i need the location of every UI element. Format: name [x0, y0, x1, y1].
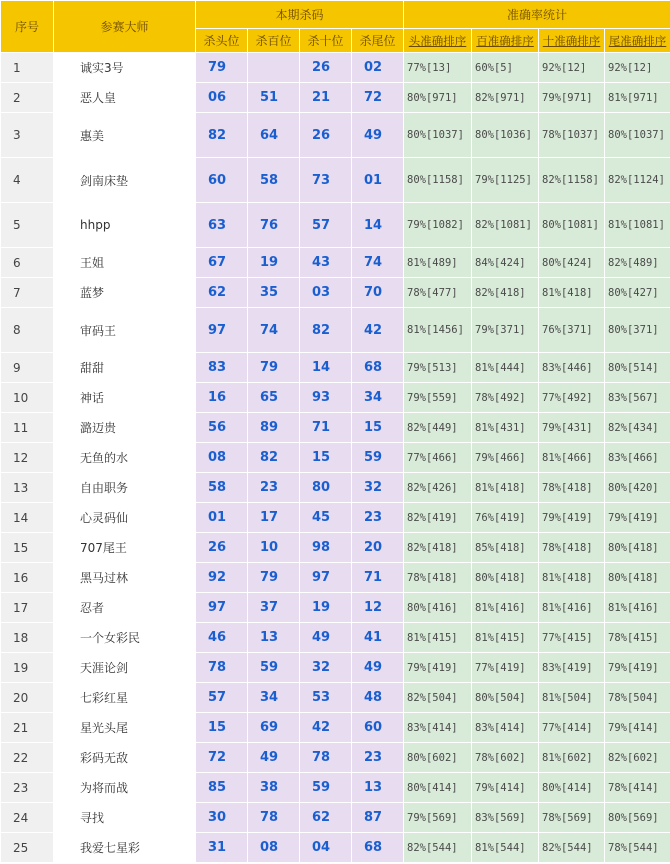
kill-head-cell: 26: [196, 533, 248, 563]
hundred-accuracy-cell: 79%[371]: [472, 308, 539, 353]
head-accuracy-cell: 82%[504]: [404, 683, 472, 713]
ten-accuracy-cell: 81%[466]: [539, 443, 605, 473]
hundred-accuracy-cell: 83%[569]: [472, 803, 539, 833]
ten-accuracy-cell: 76%[371]: [539, 308, 605, 353]
tail-accuracy-cell: 78%[504]: [605, 683, 670, 713]
master-name: 心灵码仙: [54, 503, 196, 533]
row-index: 2: [1, 83, 54, 113]
kill-hundred-cell: 74: [248, 308, 300, 353]
kill-ten-cell: 82: [300, 308, 352, 353]
kill-hundred-cell: 51: [248, 83, 300, 113]
master-name: 诚实3号: [54, 53, 196, 83]
kill-head-cell: 01: [196, 503, 248, 533]
hundred-accuracy-cell: 81%[418]: [472, 473, 539, 503]
kill-tail-cell: 48: [352, 683, 404, 713]
kill-ten-cell: 78: [300, 743, 352, 773]
kill-tail-cell: 49: [352, 653, 404, 683]
kill-head-cell: 60: [196, 158, 248, 203]
head-accuracy-cell: 79%[419]: [404, 653, 472, 683]
tail-accuracy-cell: 83%[567]: [605, 383, 670, 413]
kill-head-cell: 58: [196, 473, 248, 503]
kill-ten-cell: 53: [300, 683, 352, 713]
kill-tail-cell: 23: [352, 743, 404, 773]
table-row: [1, 803, 670, 833]
master-name: 为将而战: [54, 773, 196, 803]
row-index: 9: [1, 353, 54, 383]
table-row: [1, 53, 670, 83]
head-accuracy-cell: 80%[1037]: [404, 113, 472, 158]
head-accuracy-cell: 81%[489]: [404, 248, 472, 278]
row-index: 19: [1, 653, 54, 683]
kill-tail-cell: 20: [352, 533, 404, 563]
tail-accuracy-cell: 80%[1037]: [605, 113, 670, 158]
ten-accuracy-cell: 83%[446]: [539, 353, 605, 383]
tail-accuracy-cell: 92%[12]: [605, 53, 670, 83]
kill-hundred-cell: 59: [248, 653, 300, 683]
head-accuracy-cell: 81%[1456]: [404, 308, 472, 353]
kill-head-cell: 62: [196, 278, 248, 308]
column-header-kill-head: 杀头位: [196, 29, 248, 53]
kill-tail-cell: 15: [352, 413, 404, 443]
master-name: 黑马过林: [54, 563, 196, 593]
row-index: 6: [1, 248, 54, 278]
sort-link-tail-accuracy[interactable]: 尾准确排序: [605, 29, 670, 53]
tail-accuracy-cell: 83%[466]: [605, 443, 670, 473]
table-row: [1, 683, 670, 713]
kill-head-cell: 83: [196, 353, 248, 383]
kill-hundred-cell: 37: [248, 593, 300, 623]
kill-head-cell: 06: [196, 83, 248, 113]
kill-tail-cell: 71: [352, 563, 404, 593]
master-name: 剑南床垫: [54, 158, 196, 203]
kill-head-cell: 15: [196, 713, 248, 743]
kill-head-cell: 92: [196, 563, 248, 593]
table-row: [1, 248, 670, 278]
kill-ten-cell: 21: [300, 83, 352, 113]
master-name: 彩码无敌: [54, 743, 196, 773]
kill-head-cell: 82: [196, 113, 248, 158]
hundred-accuracy-cell: 76%[419]: [472, 503, 539, 533]
hundred-accuracy-cell: 79%[414]: [472, 773, 539, 803]
table-row: [1, 473, 670, 503]
tail-accuracy-cell: 81%[416]: [605, 593, 670, 623]
hundred-accuracy-cell: 81%[444]: [472, 353, 539, 383]
kill-ten-cell: 04: [300, 833, 352, 863]
tail-accuracy-cell: 79%[414]: [605, 713, 670, 743]
head-accuracy-cell: 82%[419]: [404, 503, 472, 533]
hundred-accuracy-cell: 80%[418]: [472, 563, 539, 593]
kill-head-cell: 63: [196, 203, 248, 248]
ten-accuracy-cell: 79%[419]: [539, 503, 605, 533]
hundred-accuracy-cell: 84%[424]: [472, 248, 539, 278]
kill-tail-cell: 01: [352, 158, 404, 203]
table-row: [1, 158, 670, 203]
hundred-accuracy-cell: 78%[602]: [472, 743, 539, 773]
kill-hundred-cell: 64: [248, 113, 300, 158]
tail-accuracy-cell: 78%[415]: [605, 623, 670, 653]
ten-accuracy-cell: 80%[414]: [539, 773, 605, 803]
master-name: 忍者: [54, 593, 196, 623]
kill-hundred-cell: 38: [248, 773, 300, 803]
ten-accuracy-cell: 82%[1158]: [539, 158, 605, 203]
master-name: 707尾王: [54, 533, 196, 563]
kill-head-cell: 85: [196, 773, 248, 803]
table-row: [1, 743, 670, 773]
kill-ten-cell: 49: [300, 623, 352, 653]
kill-tail-cell: 74: [352, 248, 404, 278]
hundred-accuracy-cell: 78%[492]: [472, 383, 539, 413]
table-header: [1, 1, 670, 53]
master-name: 天涯论剑: [54, 653, 196, 683]
ten-accuracy-cell: 81%[504]: [539, 683, 605, 713]
hundred-accuracy-cell: 80%[504]: [472, 683, 539, 713]
head-accuracy-cell: 77%[13]: [404, 53, 472, 83]
table-row: [1, 413, 670, 443]
table-row: [1, 593, 670, 623]
tail-accuracy-cell: 81%[1081]: [605, 203, 670, 248]
kill-ten-cell: 43: [300, 248, 352, 278]
kill-hundred-cell: 79: [248, 563, 300, 593]
row-index: 13: [1, 473, 54, 503]
row-index: 16: [1, 563, 54, 593]
ten-accuracy-cell: 78%[1037]: [539, 113, 605, 158]
hundred-accuracy-cell: 85%[418]: [472, 533, 539, 563]
ten-accuracy-cell: 77%[492]: [539, 383, 605, 413]
column-header-index: 序号: [1, 1, 54, 53]
row-index: 22: [1, 743, 54, 773]
kill-head-cell: 72: [196, 743, 248, 773]
tail-accuracy-cell: 78%[544]: [605, 833, 670, 863]
kill-head-cell: 57: [196, 683, 248, 713]
kill-tail-cell: 42: [352, 308, 404, 353]
ten-accuracy-cell: 78%[569]: [539, 803, 605, 833]
head-accuracy-cell: 81%[415]: [404, 623, 472, 653]
ten-accuracy-cell: 80%[424]: [539, 248, 605, 278]
tail-accuracy-cell: 80%[371]: [605, 308, 670, 353]
table-row: [1, 533, 670, 563]
kill-ten-cell: 19: [300, 593, 352, 623]
kill-ten-cell: 62: [300, 803, 352, 833]
column-header-kill-hundred: 杀百位: [248, 29, 300, 53]
kill-hundred-cell: [248, 53, 300, 83]
kill-hundred-cell: 34: [248, 683, 300, 713]
tail-accuracy-cell: 80%[418]: [605, 533, 670, 563]
table-body: [1, 53, 670, 863]
row-index: 18: [1, 623, 54, 653]
kill-hundred-cell: 13: [248, 623, 300, 653]
ten-accuracy-cell: 78%[418]: [539, 533, 605, 563]
table-row: [1, 83, 670, 113]
master-name: 神话: [54, 383, 196, 413]
head-accuracy-cell: 79%[559]: [404, 383, 472, 413]
table-row: [1, 773, 670, 803]
kill-hundred-cell: 49: [248, 743, 300, 773]
hundred-accuracy-cell: 77%[419]: [472, 653, 539, 683]
table-row: [1, 443, 670, 473]
kill-hundred-cell: 65: [248, 383, 300, 413]
head-accuracy-cell: 78%[477]: [404, 278, 472, 308]
row-index: 3: [1, 113, 54, 158]
kill-hundred-cell: 58: [248, 158, 300, 203]
table-row: [1, 713, 670, 743]
kill-hundred-cell: 08: [248, 833, 300, 863]
hundred-accuracy-cell: 81%[416]: [472, 593, 539, 623]
kill-head-cell: 08: [196, 443, 248, 473]
master-name: 蓝梦: [54, 278, 196, 308]
master-name: 恶人皇: [54, 83, 196, 113]
kill-ten-cell: 98: [300, 533, 352, 563]
head-accuracy-cell: 79%[513]: [404, 353, 472, 383]
kill-hundred-cell: 78: [248, 803, 300, 833]
row-index: 4: [1, 158, 54, 203]
tail-accuracy-cell: 82%[489]: [605, 248, 670, 278]
kill-hundred-cell: 19: [248, 248, 300, 278]
table-row: [1, 278, 670, 308]
tail-accuracy-cell: 80%[418]: [605, 563, 670, 593]
head-accuracy-cell: 78%[418]: [404, 563, 472, 593]
ten-accuracy-cell: 81%[418]: [539, 278, 605, 308]
kill-ten-cell: 26: [300, 113, 352, 158]
master-name: 一个女彩民: [54, 623, 196, 653]
column-header-master: 参赛大师: [54, 1, 196, 53]
kill-head-cell: 16: [196, 383, 248, 413]
hundred-accuracy-cell: 79%[466]: [472, 443, 539, 473]
hundred-accuracy-cell: 82%[971]: [472, 83, 539, 113]
tail-accuracy-cell: 78%[414]: [605, 773, 670, 803]
ten-accuracy-cell: 78%[418]: [539, 473, 605, 503]
kill-hundred-cell: 89: [248, 413, 300, 443]
kill-tail-cell: 72: [352, 83, 404, 113]
hundred-accuracy-cell: 60%[5]: [472, 53, 539, 83]
kill-head-cell: 56: [196, 413, 248, 443]
kill-tail-cell: 13: [352, 773, 404, 803]
kill-tail-cell: 32: [352, 473, 404, 503]
kill-ten-cell: 14: [300, 353, 352, 383]
master-name: hhpp: [54, 203, 196, 248]
row-index: 10: [1, 383, 54, 413]
ten-accuracy-cell: 83%[419]: [539, 653, 605, 683]
sort-link-ten-accuracy[interactable]: 十准确排序: [539, 29, 605, 53]
tail-accuracy-cell: 80%[420]: [605, 473, 670, 503]
master-name: 无鱼的水: [54, 443, 196, 473]
head-accuracy-cell: 79%[569]: [404, 803, 472, 833]
kill-ten-cell: 59: [300, 773, 352, 803]
tail-accuracy-cell: 80%[514]: [605, 353, 670, 383]
head-accuracy-cell: 80%[971]: [404, 83, 472, 113]
kill-ten-cell: 73: [300, 158, 352, 203]
tail-accuracy-cell: 80%[427]: [605, 278, 670, 308]
head-accuracy-cell: 82%[449]: [404, 413, 472, 443]
master-name: 七彩红星: [54, 683, 196, 713]
head-accuracy-cell: 79%[1082]: [404, 203, 472, 248]
hundred-accuracy-cell: 79%[1125]: [472, 158, 539, 203]
kill-hundred-cell: 69: [248, 713, 300, 743]
row-index: 21: [1, 713, 54, 743]
kill-head-cell: 30: [196, 803, 248, 833]
hundred-accuracy-cell: 82%[1081]: [472, 203, 539, 248]
row-index: 15: [1, 533, 54, 563]
column-header-kill-tail: 杀尾位: [352, 29, 404, 53]
kill-tail-cell: 12: [352, 593, 404, 623]
master-name: 寻找: [54, 803, 196, 833]
kill-hundred-cell: 76: [248, 203, 300, 248]
sort-link-head-accuracy[interactable]: 头准确排序: [404, 29, 472, 53]
table-row: [1, 383, 670, 413]
kill-head-cell: 78: [196, 653, 248, 683]
tail-accuracy-cell: 82%[1124]: [605, 158, 670, 203]
kill-ten-cell: 71: [300, 413, 352, 443]
kill-head-cell: 97: [196, 593, 248, 623]
kill-hundred-cell: 17: [248, 503, 300, 533]
ten-accuracy-cell: 80%[1081]: [539, 203, 605, 248]
tail-accuracy-cell: 80%[569]: [605, 803, 670, 833]
row-index: 1: [1, 53, 54, 83]
head-accuracy-cell: 82%[544]: [404, 833, 472, 863]
kill-ten-cell: 15: [300, 443, 352, 473]
sort-link-hundred-accuracy[interactable]: 百准确排序: [472, 29, 539, 53]
row-index: 14: [1, 503, 54, 533]
row-index: 17: [1, 593, 54, 623]
row-index: 11: [1, 413, 54, 443]
ten-accuracy-cell: 81%[418]: [539, 563, 605, 593]
row-index: 5: [1, 203, 54, 248]
kill-ten-cell: 32: [300, 653, 352, 683]
group-header-accuracy: 准确率统计: [404, 1, 670, 29]
row-index: 25: [1, 833, 54, 863]
master-name: 潞迈贵: [54, 413, 196, 443]
master-name: 甜甜: [54, 353, 196, 383]
head-accuracy-cell: 80%[416]: [404, 593, 472, 623]
kill-ten-cell: 57: [300, 203, 352, 248]
kill-head-cell: 46: [196, 623, 248, 653]
master-name: 我爱七星彩: [54, 833, 196, 863]
tail-accuracy-cell: 81%[971]: [605, 83, 670, 113]
kill-head-cell: 31: [196, 833, 248, 863]
head-accuracy-cell: 82%[426]: [404, 473, 472, 503]
kill-tail-cell: 34: [352, 383, 404, 413]
hundred-accuracy-cell: 80%[1036]: [472, 113, 539, 158]
table-row: [1, 623, 670, 653]
kill-ten-cell: 26: [300, 53, 352, 83]
tail-accuracy-cell: 82%[434]: [605, 413, 670, 443]
row-index: 23: [1, 773, 54, 803]
table-row: [1, 203, 670, 248]
kill-hundred-cell: 23: [248, 473, 300, 503]
head-accuracy-cell: 82%[418]: [404, 533, 472, 563]
group-header-kill: 本期杀码: [196, 1, 404, 29]
hundred-accuracy-cell: 81%[415]: [472, 623, 539, 653]
row-index: 24: [1, 803, 54, 833]
kill-ten-cell: 42: [300, 713, 352, 743]
kill-tail-cell: 14: [352, 203, 404, 248]
head-accuracy-cell: 80%[414]: [404, 773, 472, 803]
kill-hundred-cell: 82: [248, 443, 300, 473]
kill-tail-cell: 87: [352, 803, 404, 833]
kill-tail-cell: 49: [352, 113, 404, 158]
row-index: 12: [1, 443, 54, 473]
table-row: [1, 113, 670, 158]
kill-hundred-cell: 79: [248, 353, 300, 383]
kill-head-cell: 79: [196, 53, 248, 83]
master-name: 星光头尾: [54, 713, 196, 743]
table-row: [1, 308, 670, 353]
column-header-kill-ten: 杀十位: [300, 29, 352, 53]
ten-accuracy-cell: 81%[602]: [539, 743, 605, 773]
row-index: 7: [1, 278, 54, 308]
table-row: [1, 653, 670, 683]
row-index: 8: [1, 308, 54, 353]
kill-tail-cell: 02: [352, 53, 404, 83]
row-index: 20: [1, 683, 54, 713]
table-row: [1, 563, 670, 593]
kill-head-cell: 97: [196, 308, 248, 353]
tail-accuracy-cell: 79%[419]: [605, 653, 670, 683]
ten-accuracy-cell: 77%[415]: [539, 623, 605, 653]
kill-ten-cell: 45: [300, 503, 352, 533]
master-name: 王姐: [54, 248, 196, 278]
head-accuracy-cell: 80%[1158]: [404, 158, 472, 203]
ten-accuracy-cell: 82%[544]: [539, 833, 605, 863]
kill-ten-cell: 03: [300, 278, 352, 308]
ten-accuracy-cell: 81%[416]: [539, 593, 605, 623]
master-name: 自由职务: [54, 473, 196, 503]
kill-tail-cell: 59: [352, 443, 404, 473]
kill-tail-cell: 23: [352, 503, 404, 533]
ten-accuracy-cell: 79%[971]: [539, 83, 605, 113]
hundred-accuracy-cell: 83%[414]: [472, 713, 539, 743]
kill-tail-cell: 68: [352, 353, 404, 383]
tail-accuracy-cell: 79%[419]: [605, 503, 670, 533]
ten-accuracy-cell: 79%[431]: [539, 413, 605, 443]
kill-hundred-cell: 35: [248, 278, 300, 308]
kill-ten-cell: 93: [300, 383, 352, 413]
kill-ten-cell: 97: [300, 563, 352, 593]
master-name: 惠美: [54, 113, 196, 158]
table-row: [1, 503, 670, 533]
ten-accuracy-cell: 77%[414]: [539, 713, 605, 743]
hundred-accuracy-cell: 81%[431]: [472, 413, 539, 443]
head-accuracy-cell: 80%[602]: [404, 743, 472, 773]
ten-accuracy-cell: 92%[12]: [539, 53, 605, 83]
hundred-accuracy-cell: 82%[418]: [472, 278, 539, 308]
kill-head-cell: 67: [196, 248, 248, 278]
table-row: [1, 353, 670, 383]
table-row: [1, 833, 670, 863]
hundred-accuracy-cell: 81%[544]: [472, 833, 539, 863]
head-accuracy-cell: 83%[414]: [404, 713, 472, 743]
tail-accuracy-cell: 82%[602]: [605, 743, 670, 773]
kill-tail-cell: 60: [352, 713, 404, 743]
head-accuracy-cell: 77%[466]: [404, 443, 472, 473]
kill-tail-cell: 70: [352, 278, 404, 308]
kill-tail-cell: 41: [352, 623, 404, 653]
kill-hundred-cell: 10: [248, 533, 300, 563]
master-name: 审码王: [54, 308, 196, 353]
kill-tail-cell: 68: [352, 833, 404, 863]
kill-ten-cell: 80: [300, 473, 352, 503]
